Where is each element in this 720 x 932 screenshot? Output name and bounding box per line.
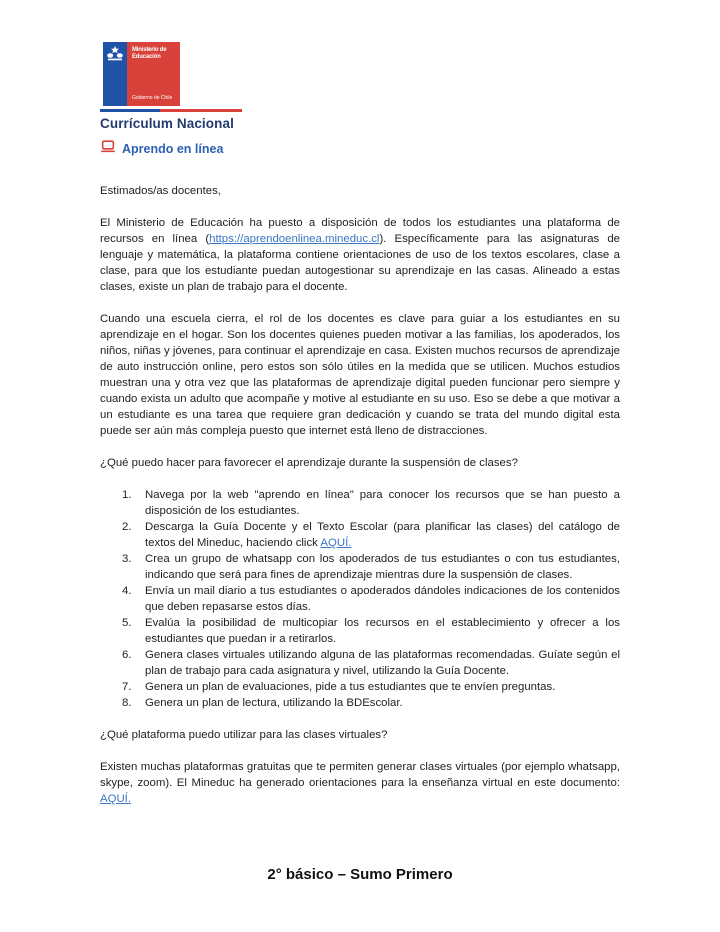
list-item: [100, 695, 620, 711]
list-item: [100, 487, 620, 519]
list-item-number: 4.: [122, 585, 132, 597]
list-item-text: Genera un plan de lectura, utilizando la BDEscolar.: [145, 697, 403, 709]
paragraph-school-closure: Cuando una escuela cierra, el rol de los docentes es clave para guiar a los estudiantes en su aprendizaje en el hogar. Son los docentes quienes pueden motivar a las familias, los apoderados, los niños, niñas y jóvenes, para continuar el aprendizaje en casa. Existen muchos recursos de aprendizaje de auto instrucción online, pero estos son sólo útiles en la medida que se utilicen. Muchos estudios muestran una y otra vez que las plataformas de aprendizaje digital pueden funcionar pero siempre y cuando exista un adulto que acompañe y motive al estudiante en su uso. Eso se debe a que motivar a un estudiante es una tarea que requiere gran dedicación y cuando se trata del mundo digital esta puede ser aún más compleja puesto que internet está lleno de distracciones.: [100, 313, 620, 437]
list-item: [100, 551, 620, 583]
list-item: [100, 583, 620, 615]
aprendoenlinea-url-link[interactable]: https://aprendoenlinea.mineduc.cl: [209, 233, 380, 245]
aprendo-en-linea-title: Aprendo en línea: [122, 142, 224, 156]
aqui-link-orientaciones[interactable]: AQUÍ.: [100, 793, 132, 805]
list-item: [100, 647, 620, 679]
list-item-text: Envía un mail diario a tus estudiantes o apoderados dándoles indicaciones de los contenidos que deben repasarse estos días.: [145, 585, 620, 613]
logo-blue-panel: [103, 42, 127, 106]
list-item-text: Evalúa la posibilidad de multicopiar los recursos en el establecimiento y ofrecer a los estudiantes que puedan ir a retirarlos.: [145, 617, 620, 645]
brand-divider: [100, 109, 242, 112]
page-footer-title: 2° básico – Sumo Primero: [267, 866, 453, 883]
mineduc-logo: [103, 42, 180, 106]
ministry-line2: Educación: [132, 54, 161, 60]
list-item-text: Genera un plan de evaluaciones, pide a tus estudiantes que te envíen preguntas.: [145, 681, 556, 693]
list-item-text: Genera clases virtuales utilizando alguna de las plataformas recomendadas. Guíate según el plan de trabajo para cada asignatura y nivel, utilizando la Guía Docente.: [145, 649, 620, 677]
question-favorecer-aprendizaje: ¿Qué puedo hacer para favorecer el aprendizaje durante la suspensión de clases?: [100, 457, 518, 469]
curriculum-nacional-title: Currículum Nacional: [100, 116, 234, 131]
paragraph-plataformas-text: Existen muchas plataformas gratuitas que te permiten generar clases virtuales (por ejemplo whatsapp, skype, zoom). El Mineduc ha generado orientaciones para la enseñanza virtual en este documento:: [100, 761, 620, 789]
ministry-line1: Ministerio de: [132, 47, 167, 53]
ministry-name: [132, 47, 166, 61]
paragraph-plataformas-gratuitas: [100, 759, 620, 807]
list-item-number: 5.: [122, 617, 132, 629]
paragraph-platform-text-before: El Ministerio de Educación ha puesto a disposición de todos los estudiantes una plataforma de recursos en línea (: [100, 217, 620, 245]
list-item: [100, 519, 620, 551]
divider-red-segment: [160, 109, 242, 112]
list-item-number: 3.: [122, 553, 132, 565]
recommendations-list: [100, 487, 620, 711]
list-item-text: Crea un grupo de whatsapp con los apoderados de tus estudiantes o con tus estudiantes, indicando que será para fines de aprendizaje mientras dure la suspensión de clases.: [145, 553, 620, 581]
coat-of-arms-icon: [105, 45, 125, 68]
logo-red-panel: [127, 42, 180, 106]
list-item-text-before-link: Descarga la Guía Docente y el Texto Escolar (para planificar las clases) del catálogo de textos del Mineduc, haciendo click: [145, 521, 620, 549]
government-name: Gobierno de Chile: [132, 95, 173, 101]
aprendo-en-linea-header: [100, 140, 223, 158]
question-plataforma-clases-virtuales: ¿Qué plataforma puedo utilizar para las clases virtuales?: [100, 729, 388, 741]
greeting: Estimados/as docentes,: [100, 185, 221, 197]
paragraph-platform: [100, 215, 620, 295]
aqui-link-guia-docente[interactable]: AQUÍ.: [320, 537, 352, 549]
list-item-number: 1.: [122, 489, 132, 501]
list-item-number: 7.: [122, 681, 132, 693]
list-item-number: 2.: [122, 521, 132, 533]
list-item-number: 8.: [122, 697, 132, 709]
paragraph-platform-text-after: ). Específicamente para las asignaturas de lenguaje y matemática, la plataforma contiene orientaciones de uso de los textos escolares, clase a clase, para que los estudiante puedan autogestionar su aprendizaje en las casas. Alineado a estas clases, existe un plan de trabajo para el docente.: [100, 233, 621, 293]
list-item: [100, 615, 620, 647]
list-item-text: Navega por la web "aprendo en línea" para conocer los recursos que se han puesto a disposición de los estudiantes.: [145, 489, 620, 517]
list-item-number: 6.: [122, 649, 132, 661]
list-item: [100, 679, 620, 695]
list-item-text: [145, 519, 620, 551]
laptop-icon: [100, 140, 116, 158]
divider-blue-segment: [100, 109, 160, 112]
letter-body: [100, 183, 620, 823]
